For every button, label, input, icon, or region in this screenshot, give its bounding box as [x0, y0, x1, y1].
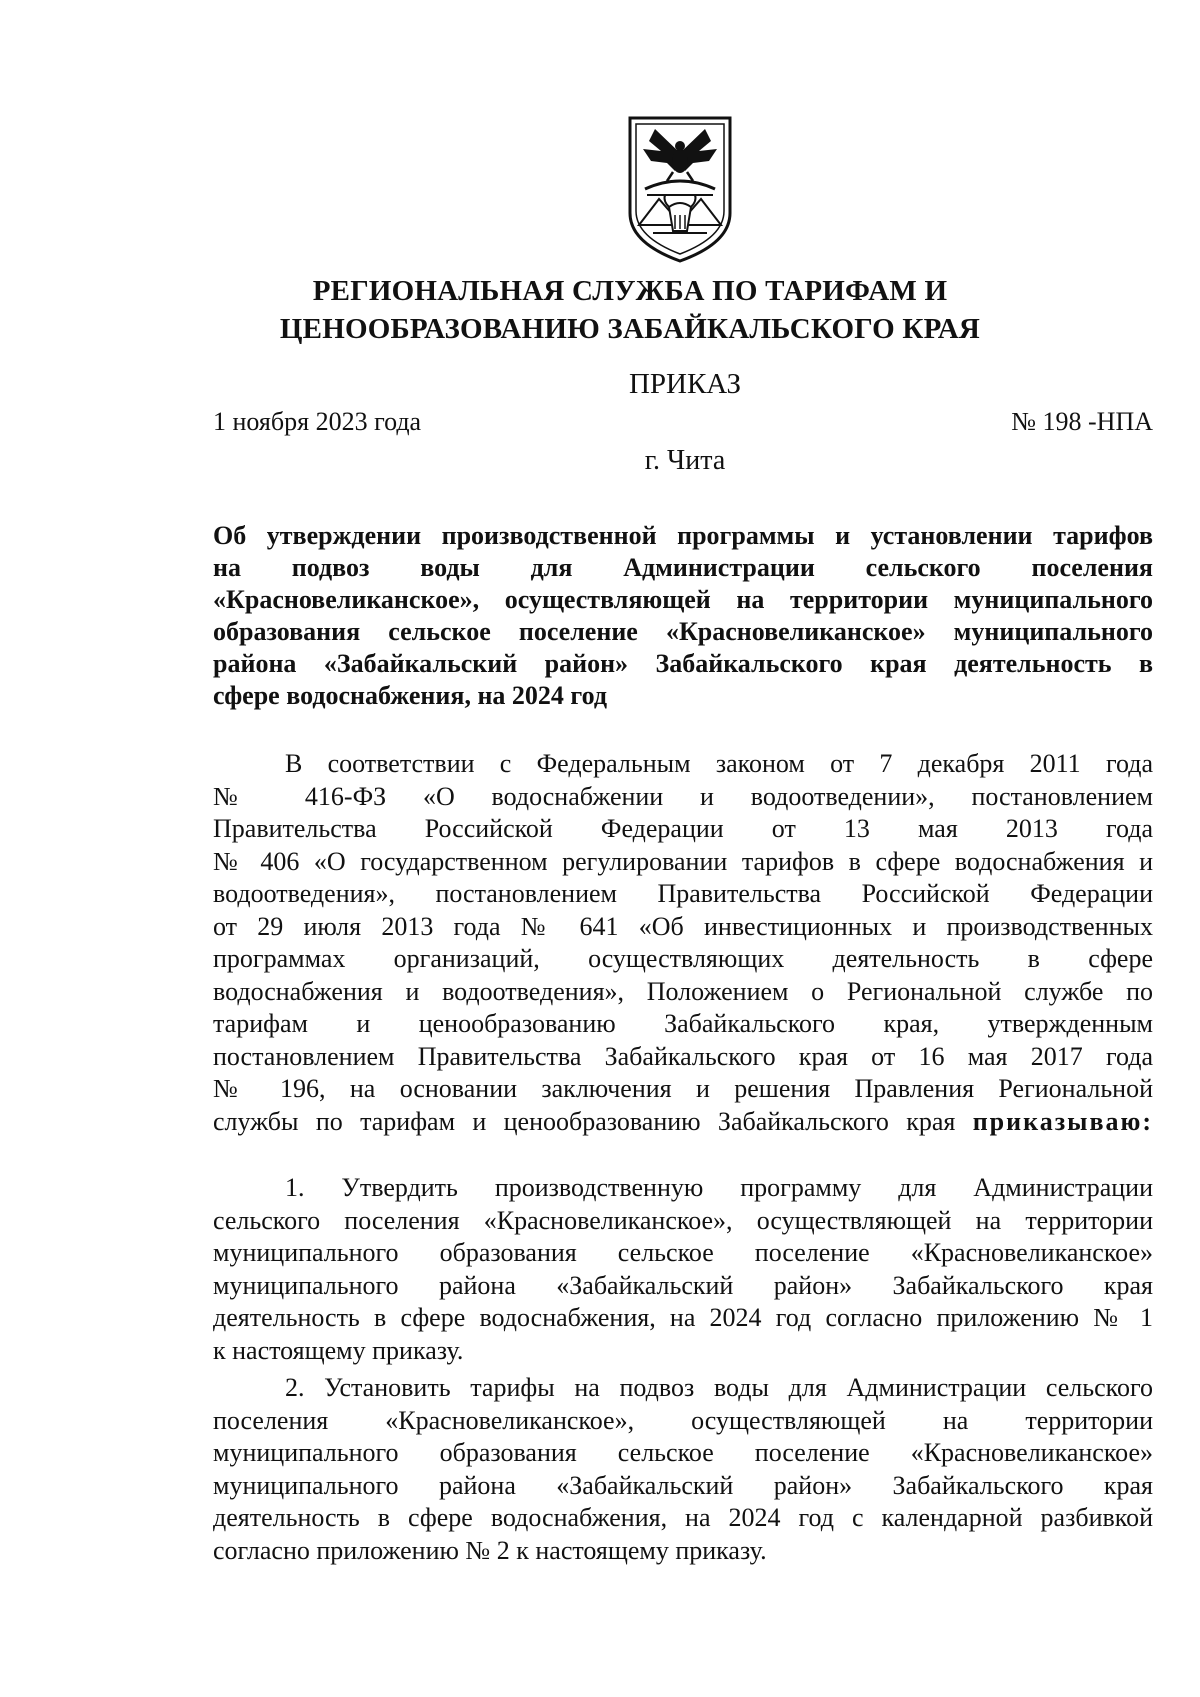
organization-title: [200, 272, 1060, 348]
subject-line: Об утверждении производственной программы и установлении тарифов: [213, 521, 1153, 550]
subject-line: на подвоз воды для Администрации сельского поселения: [213, 553, 1153, 582]
subject-line: сфере водоснабжения, на 2024 год: [213, 681, 607, 710]
paragraph-line: водоотведения», постановлением Правительства Российской Федерации: [213, 879, 1153, 908]
subject-line: образования сельское поселение «Красновеликанское» муниципального: [213, 617, 1153, 646]
subject-line: района «Забайкальский район» Забайкальского края деятельность в: [213, 649, 1153, 678]
preamble-paragraph: [213, 748, 1153, 1138]
paragraph-line: согласно приложению № 2 к настоящему приказу.: [213, 1535, 767, 1565]
paragraph-line: программах организаций, осуществляющих деятельность в сфере: [213, 944, 1153, 973]
document-number: № 198 -НПА: [1011, 407, 1153, 436]
paragraph-line: 1. Утвердить производственную программу для Администрации: [285, 1173, 1153, 1202]
paragraph-line: муниципального района «Забайкальский район» Забайкальского края: [213, 1470, 1153, 1500]
paragraph-line: № 196, на основании заключения и решения Правления Региональной: [213, 1074, 1153, 1103]
coat-of-arms-icon: [625, 115, 735, 265]
paragraph-line: сельского поселения «Красновеликанское», осуществляющей на территории: [213, 1205, 1153, 1235]
paragraph-last-text: службы по тарифам и ценообразованию Забайкальского края: [213, 1106, 956, 1136]
paragraph-line: постановлением Правительства Забайкальского края от 16 мая 2017 года: [213, 1041, 1153, 1071]
document-city: г. Чита: [644, 445, 726, 476]
paragraph-line: Правительства Российской Федерации от 13 мая 2013 года: [213, 814, 1153, 843]
paragraph-line: к настоящему приказу.: [213, 1335, 464, 1365]
paragraph-line: деятельность в сфере водоснабжения, на 2024 год с календарной разбивкой: [213, 1503, 1153, 1532]
paragraph-line: тарифам и ценообразованию Забайкальского края, утвержденным: [213, 1009, 1153, 1038]
paragraph-line: 2. Установить тарифы на подвоз воды для Администрации сельского: [285, 1373, 1153, 1402]
order-word: приказываю:: [972, 1106, 1154, 1136]
paragraph-line: № 406 «О государственном регулировании тарифов в сфере водоснабжения и: [213, 846, 1153, 876]
paragraph-line: муниципального образования сельское поселение «Красновеликанское»: [213, 1238, 1153, 1267]
subject-line: «Красновеликанское», осуществляющей на территории муниципального: [213, 585, 1153, 614]
paragraph-line: № 416-ФЗ «О водоснабжении и водоотведении», постановлением: [213, 781, 1153, 811]
organization-title-line-2: ЦЕНООБРАЗОВАНИЮ ЗАБАЙКАЛЬСКОГО КРАЯ: [279, 313, 981, 345]
paragraph-line: деятельность в сфере водоснабжения, на 2024 год согласно приложению № 1: [213, 1303, 1153, 1332]
document-subject: [213, 520, 1153, 712]
document-date: 1 ноября 2023 года: [213, 407, 422, 436]
paragraph-line: муниципального района «Забайкальский район» Забайкальского края: [213, 1270, 1153, 1300]
paragraph-line: поселения «Красновеликанское», осуществляющей на территории: [213, 1405, 1153, 1435]
paragraph-line: водоснабжения и водоотведения», Положением о Региональной службе по: [213, 976, 1153, 1006]
paragraph-line-last: [213, 1106, 1153, 1139]
document-type: ПРИКАЗ: [628, 368, 742, 400]
coat-of-arms-emblem: [625, 115, 735, 265]
paragraph-line: от 29 июля 2013 года № 641 «Об инвестиционных и производственных: [213, 911, 1153, 941]
organization-title-line-1: РЕГИОНАЛЬНАЯ СЛУЖБА ПО ТАРИФАМ И: [312, 275, 948, 307]
paragraph-line: В соответствии с Федеральным законом от 7 декабря 2011 года: [285, 749, 1153, 778]
order-item-1: [213, 1172, 1153, 1367]
paragraph-line: муниципального образования сельское поселение «Красновеликанское»: [213, 1438, 1153, 1467]
order-item-2: [213, 1372, 1153, 1567]
document-meta-row: [213, 405, 1153, 439]
